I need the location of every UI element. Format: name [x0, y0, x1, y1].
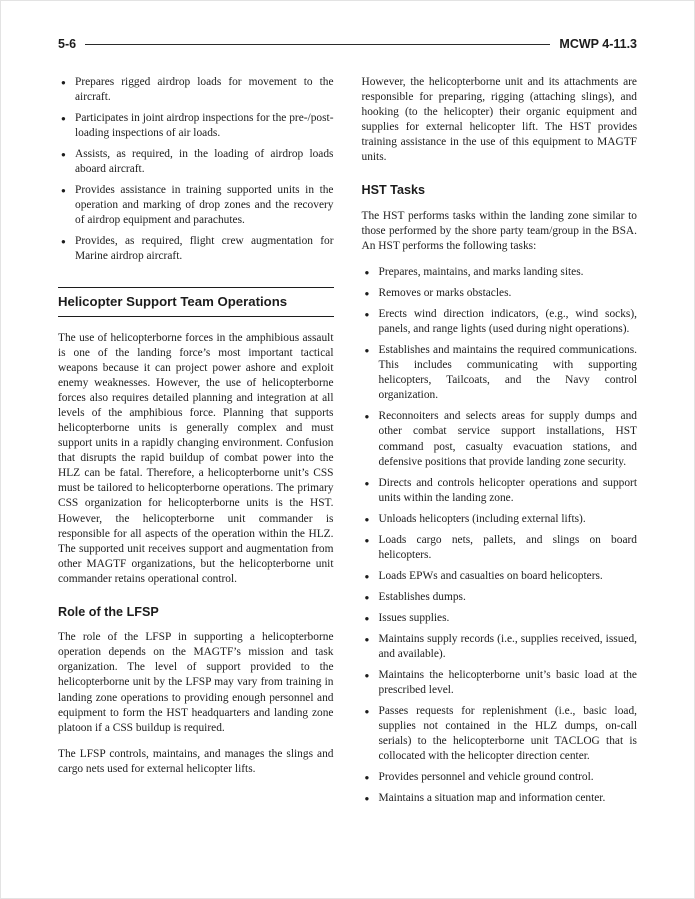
bullet-icon: ●	[364, 634, 370, 644]
list-item	[362, 409, 638, 469]
list-item-text: Provides assistance in training supported units in the operation and marking of drop zones and the recovery of airdrop equipment and parachutes.	[75, 184, 334, 227]
bullet-icon: ●	[364, 671, 370, 681]
list-item-text: Loads EPWs and casualties on board helicopters.	[378, 569, 603, 582]
list-item-text: Directs and controls helicopter operations and support units within the landing zone.	[378, 476, 637, 504]
bullet-icon: ●	[364, 412, 370, 422]
column-left	[58, 75, 334, 816]
list-item-text: Establishes dumps.	[378, 590, 466, 603]
bullet-icon: ●	[61, 237, 66, 247]
list-item	[362, 512, 638, 527]
list-item	[362, 632, 638, 662]
list-item	[362, 668, 638, 698]
list-item-text: Passes requests for replenishment (i.e., basic load, supplies not contained in the HLZ dumps, on-call serials) to the helicopterborne unit TACLOG that is collocated with the helicopter direction center.	[378, 705, 637, 763]
bullet-icon: ●	[364, 268, 370, 278]
list-item	[362, 476, 638, 506]
list-item-text: Erects wind direction indicators, (e.g., wind socks), panels, and range lights (used during night operations).	[378, 308, 637, 336]
list-item	[58, 111, 334, 141]
bullet-icon: ●	[364, 592, 370, 602]
airdrop-tasks-list	[58, 75, 334, 265]
list-item-text: Prepares, maintains, and marks landing sites.	[378, 266, 584, 279]
bullet-icon: ●	[364, 478, 370, 488]
list-item	[362, 770, 638, 785]
bullet-icon: ●	[61, 78, 66, 87]
header-rule	[85, 44, 550, 45]
list-item	[362, 704, 638, 764]
bullet-icon: ●	[61, 114, 66, 124]
list-item-text: Removes or marks obstacles.	[378, 287, 512, 300]
page-number: 5-6	[58, 37, 77, 51]
list-item-text: Provides, as required, flight crew augmentation for Marine airdrop aircraft.	[75, 235, 334, 263]
list-item	[362, 265, 638, 280]
list-item-text: Provides personnel and vehicle ground control.	[378, 771, 594, 784]
hst-tasks-list	[362, 265, 638, 806]
list-item	[362, 533, 638, 563]
bullet-icon: ●	[364, 514, 370, 524]
column-right	[362, 75, 638, 816]
bullet-icon: ●	[364, 535, 370, 545]
paragraph-role-of-lfsp: The role of the LFSP in supporting a helicopterborne operation depends on the MAGTF’s mission and task organization. The level of support provided to the helicopterborne unit by the LFSP may vary from training in landing zone operations to providing enough personnel and equipment to form the HST headquarters and landing zone platoon if a CSS buildup is required.	[58, 631, 334, 734]
list-item-text: Establishes and maintains the required communications. This includes communicating with supporting helicopters, Tailcoats, and the Navy control organization.	[378, 344, 637, 402]
list-item	[362, 343, 638, 403]
list-item-text: Maintains the helicopterborne unit’s basic load at the prescribed level.	[378, 669, 637, 697]
list-item	[362, 791, 638, 806]
paragraph-hst-tasks-intro: The HST performs tasks within the landing zone similar to those performed by the shore party team/group in the BSA. An HST performs the following tasks:	[361, 209, 637, 252]
doc-number: MCWP 4-11.3	[559, 37, 637, 51]
list-item	[58, 183, 334, 228]
list-item	[362, 307, 638, 337]
list-item-text: Assists, as required, in the loading of airdrop loads aboard aircraft.	[75, 148, 334, 176]
list-item	[58, 147, 334, 177]
list-item-text: Unloads helicopters (including external lifts).	[378, 512, 586, 525]
paragraph-lfsp-slings: The LFSP controls, maintains, and manages the slings and cargo nets used for external helicopter lifts.	[58, 747, 334, 775]
list-item	[362, 286, 638, 301]
bullet-icon: ●	[364, 289, 370, 299]
list-item	[362, 611, 638, 626]
list-item	[58, 75, 334, 105]
list-item-text: Prepares rigged airdrop loads for movement to the aircraft.	[75, 76, 334, 104]
subheading-hst-tasks: HST Tasks	[361, 183, 425, 198]
subheading-role-of-the-lfsp: Role of the LFSP	[58, 604, 159, 619]
page-header	[58, 37, 637, 51]
bullet-icon: ●	[364, 707, 370, 717]
bullet-icon: ●	[364, 571, 370, 581]
bullet-icon: ●	[364, 773, 370, 783]
bullet-icon: ●	[364, 310, 370, 320]
bullet-icon: ●	[364, 613, 370, 623]
two-column-body	[58, 75, 637, 816]
list-item-text: Maintains supply records (i.e., supplies received, issued, and available).	[378, 632, 637, 661]
paragraph-helicopterborne-attachments: However, the helicopterborne unit and its attachments are responsible for preparing, rigging (attaching slings), and hooking (to the helicopter) their organic equipment and supplies for external helicopter lift. The HST provides training assistance in the use of this equipment to MAGTF units.	[361, 76, 637, 164]
section-heading-helicopter-support-team-operations: Helicopter Support Team Operations	[58, 287, 334, 317]
paragraph-hst-operations: The use of helicopterborne forces in the amphibious assault is one of the landing force’s most important tactical weapons because it can project power ashore and exploit enemy weaknesses. However, the use of helicopterborne forces also requires detailed planning and integration at all levels of the amphibious force. Planning that supports helicopterborne units is generally complex and must support units in a rapidly changing environment. Confusion that disrupts the rapid buildup of combat power into the HLZ can be fatal. Therefore, a helicopterborne unit’s CSS must be tailored to helicopterborne operations. The primary CSS organization for helicopterborne units is the HST. However, the helicopterborne unit commander is responsible for all aspects of the operation within the HLZ. The supported unit receives support and augmentation from other MAGTF organizations, but the helicopterborne unit commander retains operational control.	[58, 331, 334, 585]
bullet-icon: ●	[364, 346, 370, 356]
list-item-text: Participates in joint airdrop inspections for the pre-/post-loading inspections of air loads.	[75, 112, 334, 140]
list-item-text: Loads cargo nets, pallets, and slings on board helicopters.	[378, 533, 637, 561]
list-item	[58, 234, 334, 264]
list-item	[362, 569, 638, 584]
list-item-text: Issues supplies.	[378, 611, 450, 624]
list-item-text: Reconnoiters and selects areas for supply dumps and other combat service support installations, HST command post, casualty evacuation stations, and defensive positions that provide landing zone security.	[378, 410, 637, 468]
bullet-icon: ●	[61, 186, 66, 196]
list-item-text: Maintains a situation map and information center.	[378, 792, 606, 805]
bullet-icon: ●	[61, 150, 66, 160]
bullet-icon: ●	[364, 794, 370, 804]
list-item	[362, 590, 638, 605]
